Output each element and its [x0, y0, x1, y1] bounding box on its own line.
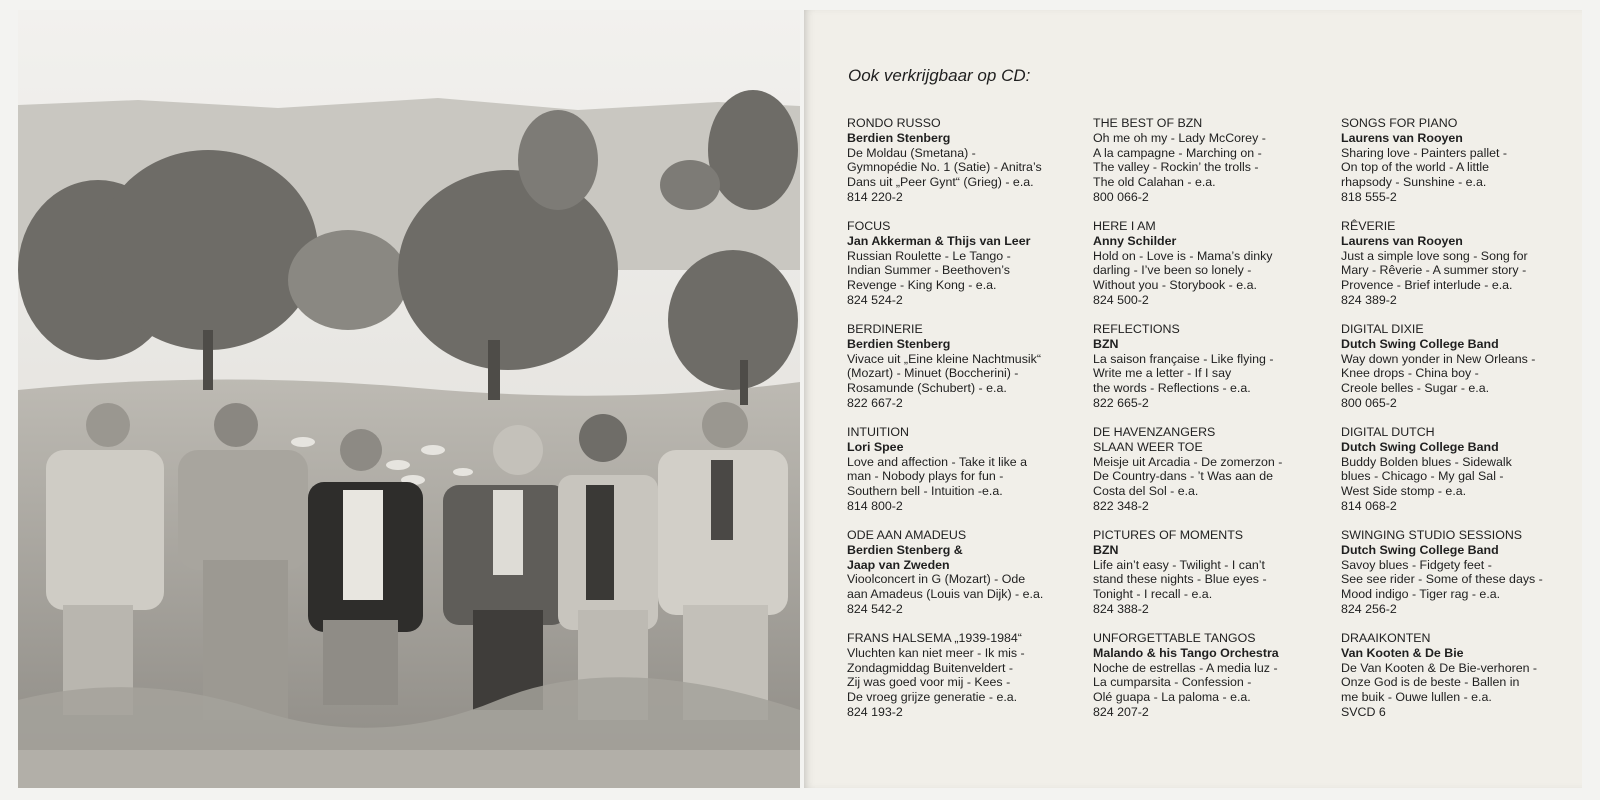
catalog-number: 822 665-2: [1093, 395, 1149, 410]
album-tracks: Meisje uit Arcadia - De zomerzon - De Country-dans - ’t Was aan de Costa del Sol - e.a.: [1093, 454, 1283, 499]
catalog-number: 822 667-2: [847, 395, 903, 410]
catalog-entry: [847, 116, 1083, 219]
catalog-entry: [1341, 322, 1577, 425]
album-title: SONGS FOR PIANO: [1341, 116, 1458, 130]
footpath: [18, 750, 800, 788]
catalog-entry: [1341, 528, 1577, 631]
catalog-number: 814 068-2: [1341, 498, 1397, 513]
catalog-entry: [1093, 116, 1329, 219]
album-artist: Laurens van Rooyen: [1341, 130, 1463, 145]
catalog-entry: [1093, 425, 1329, 528]
album-tracks: Love and affection - Take it like a man - Nobody plays for fun - Southern bell - Intuition -e.a.: [847, 454, 1028, 499]
catalog-entry: [1341, 631, 1577, 734]
album-artist: Anny Schilder: [1093, 233, 1177, 248]
catalog-column-1: [847, 116, 1083, 734]
catalog-entry: [847, 322, 1083, 425]
album-artist: Van Kooten & De Bie: [1341, 645, 1464, 660]
album-tracks: Sharing love - Painters pallet - On top of the world - A little rhapsody - Sunshine - e.a.: [1341, 145, 1507, 190]
catalog-entry: [1093, 528, 1329, 631]
catalog-number: 814 800-2: [847, 498, 903, 513]
catalog-number: 824 256-2: [1341, 601, 1397, 616]
album-tracks: De Moldau (Smetana) - Gymnopédie No. 1 (Satie) - Anitra’s Dans uit „Peer Gynt“ (Grieg) - e.a.: [847, 145, 1042, 190]
album-title: INTUITION: [847, 425, 909, 439]
catalog-heading: Ook verkrijgbaar op CD:: [848, 66, 1031, 85]
catalog-number: 824 500-2: [1093, 292, 1149, 307]
album-title: DE HAVENZANGERS SLAAN WEER TOE: [1093, 425, 1216, 454]
catalog-number: 814 220-2: [847, 189, 903, 204]
catalog-number: 822 348-2: [1093, 498, 1149, 513]
album-artist: Jan Akkerman & Thijs van Leer: [847, 233, 1031, 248]
album-title: RÊVERIE: [1341, 219, 1396, 233]
catalog-entry: [1341, 219, 1577, 322]
album-title: THE BEST OF BZN: [1093, 116, 1203, 130]
album-title: REFLECTIONS: [1093, 322, 1180, 336]
album-title: DRAAIKONTEN: [1341, 631, 1431, 645]
album-tracks: Vluchten kan niet meer - Ik mis - Zondagmiddag Buitenveldert - Zij was goed voor mij - Kees - De vroeg grijze generatie - e.a.: [847, 645, 1025, 705]
album-artist: Berdien Stenberg & Jaap van Zweden: [847, 542, 963, 572]
album-artist: Malando & his Tango Orchestra: [1093, 645, 1279, 660]
catalog-entry: [847, 219, 1083, 322]
album-title: SWINGING STUDIO SESSIONS: [1341, 528, 1523, 542]
album-artist: Berdien Stenberg: [847, 130, 951, 145]
album-title: FOCUS: [847, 219, 891, 233]
album-artist: Laurens van Rooyen: [1341, 233, 1463, 248]
catalog-number: 824 389-2: [1341, 292, 1397, 307]
album-artist: BZN: [1093, 542, 1119, 557]
album-artist: Dutch Swing College Band: [1341, 542, 1499, 557]
catalog-page: [804, 10, 1582, 788]
album-title: UNFORGETTABLE TANGOS: [1093, 631, 1256, 645]
catalog-entry: [847, 631, 1083, 734]
album-tracks: Vioolconcert in G (Mozart) - Ode aan Amadeus (Louis van Dijk) - e.a.: [847, 572, 1044, 602]
catalog-entry: [847, 425, 1083, 528]
album-tracks: Just a simple love song - Song for Mary - Rêverie - A summer story - Provence - Brief interlude - e.a.: [1341, 248, 1528, 293]
album-tracks: La saison française - Like flying - Write me a letter - If I say the words - Reflections - e.a.: [1093, 351, 1274, 396]
catalog-entry: [1341, 116, 1577, 219]
album-title: ODE AAN AMADEUS: [847, 528, 967, 542]
catalog-number: 800 065-2: [1341, 395, 1397, 410]
catalog-entry: [1093, 219, 1329, 322]
catalog-number: 824 193-2: [847, 704, 903, 719]
album-title: DIGITAL DIXIE: [1341, 322, 1424, 336]
album-title: BERDINERIE: [847, 322, 923, 336]
catalog-column-2: [1093, 116, 1329, 734]
album-title: FRANS HALSEMA „1939-1984“: [847, 631, 1022, 645]
album-tracks: Oh me oh my - Lady McCorey - A la campagne - Marching on - The valley - Rockin’ the trolls - The old Calahan - e.a.: [1093, 130, 1266, 190]
album-title: DIGITAL DUTCH: [1341, 425, 1435, 439]
album-title: PICTURES OF MOMENTS: [1093, 528, 1244, 542]
album-tracks: Hold on - Love is - Mama’s dinky darling - I’ve been so lonely - Without you - Storybook - e.a.: [1093, 248, 1273, 293]
band-photo: [18, 10, 800, 788]
catalog-number: 800 066-2: [1093, 189, 1149, 204]
catalog-entry: [1093, 631, 1329, 734]
catalog-entry: [1341, 425, 1577, 528]
album-artist: Lori Spee: [847, 439, 904, 454]
album-artist: Dutch Swing College Band: [1341, 336, 1499, 351]
catalog-number: 824 207-2: [1093, 704, 1149, 719]
album-tracks: Noche de estrellas - A media luz - La cumparsita - Confession - Olé guapa - La paloma - e.a.: [1093, 660, 1278, 705]
catalog-number: 824 542-2: [847, 601, 903, 616]
album-tracks: Life ain’t easy - Twilight - I can’t stand these nights - Blue eyes - Tonight - I recall - e.a.: [1093, 557, 1267, 602]
album-title: HERE I AM: [1093, 219, 1156, 233]
catalog-number: 818 555-2: [1341, 189, 1397, 204]
catalog-entry: [847, 528, 1083, 631]
album-artist: BZN: [1093, 336, 1119, 351]
catalog-column-3: [1341, 116, 1577, 734]
album-tracks: Russian Roulette - Le Tango - Indian Summer - Beethoven’s Revenge - King Kong - e.a.: [847, 248, 1011, 293]
catalog-number: SVCD 6: [1341, 704, 1386, 719]
album-artist: Berdien Stenberg: [847, 336, 951, 351]
catalog-number: 824 524-2: [847, 292, 903, 307]
album-artist: Dutch Swing College Band: [1341, 439, 1499, 454]
catalog-entry: [1093, 322, 1329, 425]
album-tracks: Savoy blues - Fidgety feet - See see rider - Some of these days - Mood indigo - Tiger rag - e.a.: [1341, 557, 1543, 602]
album-tracks: Buddy Bolden blues - Sidewalk blues - Chicago - My gal Sal - West Side stomp - e.a.: [1341, 454, 1512, 499]
album-title: RONDO RUSSO: [847, 116, 941, 130]
album-tracks: Vivace uit „Eine kleine Nachtmusik“ (Mozart) - Minuet (Boccherini) - Rosamunde (Schubert) - e.a.: [847, 351, 1041, 396]
album-tracks: De Van Kooten & De Bie-verhoren - Onze God is de beste - Ballen in me buik - Ouwe lullen - e.a.: [1341, 660, 1538, 705]
album-tracks: Way down yonder in New Orleans - Knee drops - China boy - Creole belles - Sugar - e.a.: [1341, 351, 1536, 396]
band-photo-page: [18, 10, 800, 788]
catalog-number: 824 388-2: [1093, 601, 1149, 616]
